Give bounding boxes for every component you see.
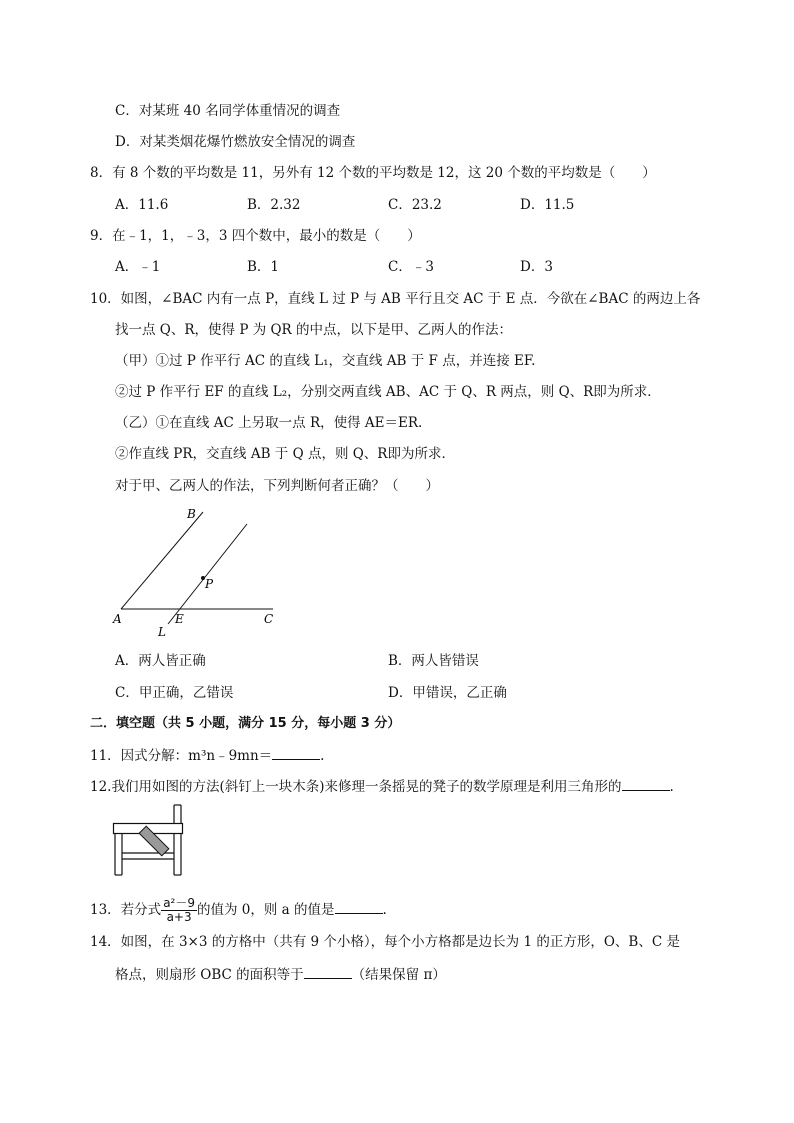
diagonal-brace xyxy=(139,826,169,856)
q14-answer-blank[interactable] xyxy=(304,964,352,979)
q11-answer-blank[interactable] xyxy=(272,745,320,760)
q12-suffix: . xyxy=(669,779,674,795)
q12-stool-figure xyxy=(112,803,188,877)
label-c: C xyxy=(264,612,274,626)
q14-line-1: 14．如图，在 3×3 的方格中（共有 9 个小格），每个小方格都是边长为 1 的正方形，O、B、C 是 xyxy=(90,934,680,950)
q10-line-5: （乙）①在直线 AC 上另取一点 R，使得 AE＝ER. xyxy=(115,415,423,431)
q8-stem: 8．有 8 个数的平均数是 11，另外有 12 个数的平均数是 12，这 20 个数的平均数是（ ） xyxy=(90,165,656,181)
q8-option-c: C．23.2 xyxy=(388,197,442,213)
q10-line-2: 找一点 Q、R，使得 P 为 QR 的中点，以下是甲、乙两人的作法： xyxy=(115,322,513,338)
q8-option-b: B．2.32 xyxy=(247,197,301,213)
q11 xyxy=(90,745,324,766)
q9-option-c: C．﹣3 xyxy=(388,259,434,275)
ray-ab xyxy=(121,512,203,609)
label-l: L xyxy=(158,625,166,639)
q12 xyxy=(90,776,674,797)
q8-option-d: D．11.5 xyxy=(520,197,575,213)
q7-option-d: D．对某类烟花爆竹燃放安全情况的调查 xyxy=(115,134,356,150)
q10-line-1: 10．如图，∠BAC 内有一点 P，直线 L 过 P 与 AB 平行且交 AC 于 E 点．今欲在∠BAC 的两边上各 xyxy=(90,291,701,307)
q10-option-c: C．甲正确，乙错误 xyxy=(115,685,234,701)
q10-option-b: B．两人皆错误 xyxy=(388,653,479,669)
label-a: A xyxy=(113,612,122,626)
q14-suffix: （结果保留 π） xyxy=(351,967,446,983)
q10-line-3: （甲）①过 P 作平行 AC 的直线 L₁，交直线 AB 于 F 点，并连接 EF. xyxy=(115,353,536,369)
label-b: B xyxy=(187,507,196,521)
q12-answer-blank[interactable] xyxy=(622,776,670,791)
q9-option-b: B．1 xyxy=(247,259,280,275)
q13-fraction xyxy=(161,897,197,924)
q13-answer-blank[interactable] xyxy=(335,899,383,914)
q10-line-7: 对于甲、乙两人的作法，下列判断何者正确？（ ） xyxy=(115,478,439,494)
q10-line-4: ②过 P 作平行 EF 的直线 L₂，分别交两直线 AB、AC 于 Q、R 两点，则 Q、R即为所求． xyxy=(115,384,661,400)
q13-prefix: 13．若分式 xyxy=(90,902,162,918)
section-2-title: 二．填空题（共 5 小题，满分 15 分，每小题 3 分） xyxy=(90,716,401,731)
q10-line-6: ②作直线 PR，交直线 AB 于 Q 点，则 Q、R即为所求． xyxy=(115,446,455,462)
q14-text: 格点，则扇形 OBC 的面积等于 xyxy=(115,967,304,983)
q8-option-a: A．11.6 xyxy=(115,197,169,213)
label-e: E xyxy=(175,612,184,626)
q13-middle: 的值为 0，则 a 的值是 xyxy=(197,902,335,918)
q14-line-2 xyxy=(115,964,446,985)
q12-text: 12.我们用如图的方法(斜钉上一块木条)来修理一条摇晃的凳子的数学原理是利用三角形的 xyxy=(90,779,622,795)
q7-option-c: C．对某班 40 名同学体重情况的调查 xyxy=(115,103,341,119)
q13 xyxy=(90,893,387,927)
q10-figure xyxy=(105,500,285,640)
q10-option-a: A．两人皆正确 xyxy=(115,653,206,669)
q13-suffix: . xyxy=(382,902,387,918)
q13-denominator: a+3 xyxy=(166,910,192,924)
q10-option-d: D．甲错误，乙正确 xyxy=(388,685,507,701)
q9-option-d: D．3 xyxy=(520,259,553,275)
q13-numerator: a²－9 xyxy=(163,896,195,910)
q9-option-a: A．﹣1 xyxy=(115,259,161,275)
label-p: P xyxy=(205,577,214,591)
q11-suffix: . xyxy=(320,748,325,764)
q9-stem: 9．在﹣1，1，﹣3，3 四个数中，最小的数是（ ） xyxy=(90,228,421,244)
q11-text: 11．因式分解：m³n﹣9mn＝ xyxy=(90,748,273,764)
